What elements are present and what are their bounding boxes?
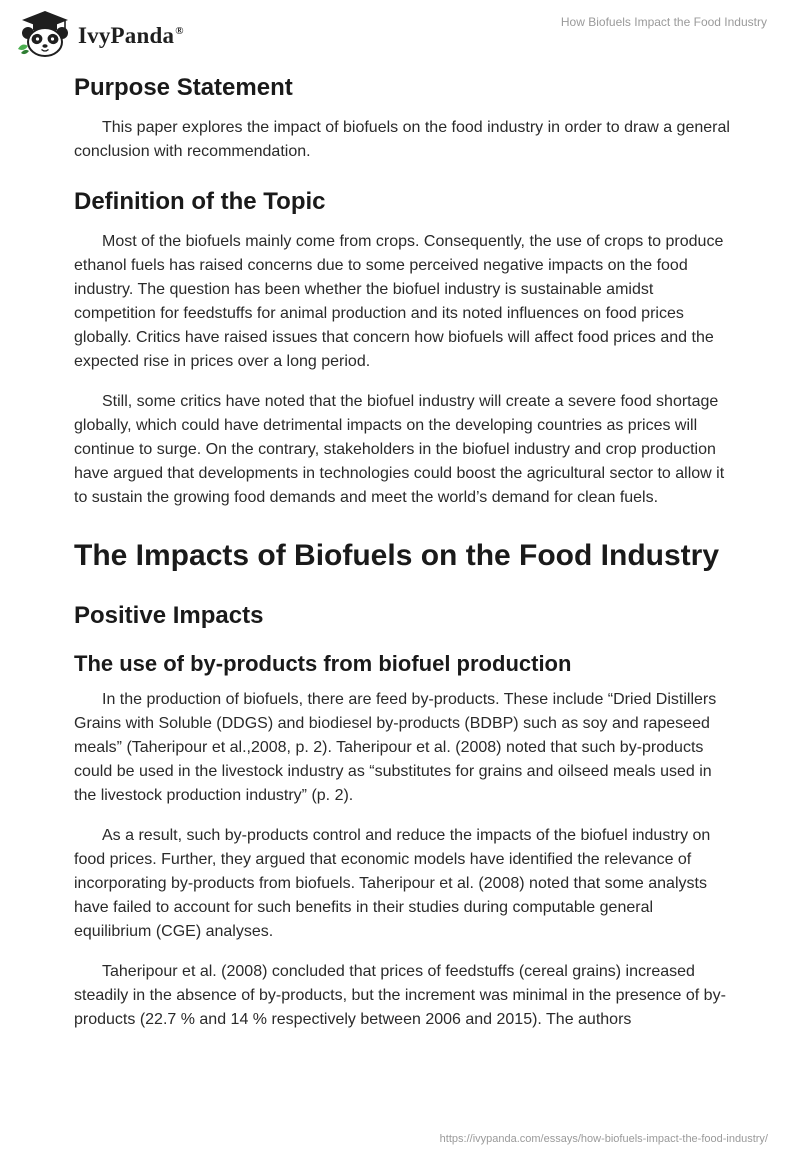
byproducts-paragraph-1: In the production of biofuels, there are feed by-products. These include “Dried Distillers Grains with Soluble (DDGS) and biodiesel by-products (BDBP) such as soy and rapeseed meals” (Taheripour et al.,2008, p. 2). Taheripour et al. (2008) noted that such by-products could be used in the livestock industry as “substitutes for grains and oilseed meals used in the livestock production industry” (p. 2).	[74, 691, 717, 804]
panda-logo-icon	[16, 9, 74, 59]
byproducts-paragraph-2: As a result, such by-products control and reduce the impacts of the biofuel industry on food prices. Further, they argued that economic models have identified the relevance of incorporating by-products from biofuels. Taheripour et al. (2008) noted that some analysts have failed to account for such benefits in their studies during computable general equilibrium (CGE) analyses.	[74, 827, 711, 940]
definition-heading: Definition of the Topic	[74, 188, 326, 215]
purpose-heading: Purpose Statement	[74, 74, 293, 101]
page-header	[0, 0, 800, 64]
positive-impacts-heading: Positive Impacts	[74, 602, 264, 629]
purpose-paragraph: This paper explores the impact of biofuels on the food industry in order to draw a general conclusion with recommendation.	[74, 119, 730, 160]
brand-logo[interactable]	[16, 9, 184, 59]
brand-name: IvyPanda®	[78, 23, 184, 48]
impacts-heading: The Impacts of Biofuels on the Food Industry	[74, 539, 720, 572]
definition-paragraph-2: Still, some critics have noted that the biofuel industry will create a severe food shortage globally, which could have detrimental impacts on the developing countries as prices will continue to surge. On the contrary, stakeholders in the biofuel industry and crop production have argued that developments in technologies could boost the agricultural sector to allow it to sustain the growing food demands and meet the world’s demand for clean fuels.	[74, 393, 725, 506]
byproducts-paragraph-3: Taheripour et al. (2008) concluded that prices of feedstuffs (cereal grains) increased steadily in the absence of by-products, but the increment was minimal in the presence of by-products (22.7 % and 14 % respectively between 2006 and 2015). The authors	[74, 963, 726, 1028]
essay-content	[74, 62, 734, 1032]
source-url-link[interactable]: https://ivypanda.com/essays/how-biofuels-impact-the-food-industry/	[439, 1133, 768, 1145]
byproducts-heading: The use of by-products from biofuel production	[74, 651, 572, 676]
definition-paragraph-1: Most of the biofuels mainly come from crops. Consequently, the use of crops to produce ethanol fuels has raised concerns due to some perceived negative impacts on the food industry. The question has been whether the biofuel industry is sustainable amidst competition for feedstuffs for animal production and its noted influences on food prices globally. Critics have raised issues that concern how biofuels will affect food prices and the expected rise in prices over a long period.	[74, 233, 724, 370]
running-title: How Biofuels Impact the Food Industry	[560, 15, 767, 29]
